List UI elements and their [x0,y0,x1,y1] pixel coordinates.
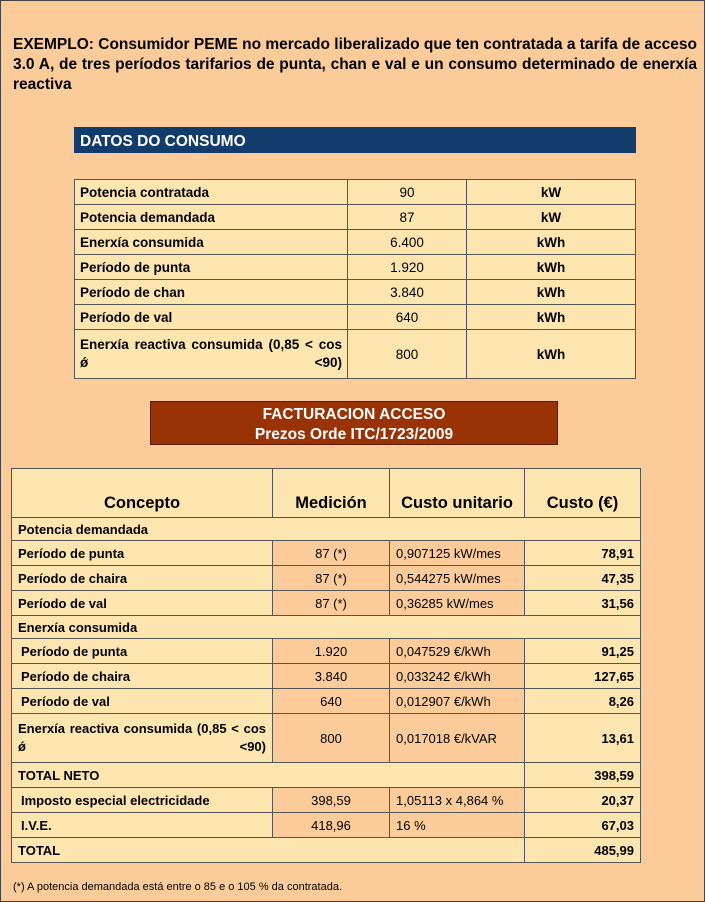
row-label: Enerxía reactiva consumida (0,85 < cos ǿ <90) [75,330,348,379]
table-row [75,230,636,255]
row-label: Enerxía consumida [75,230,348,255]
cell-custo: 127,65 [525,664,641,689]
cell-unitario: 0,017018 €/kVAR [390,714,525,763]
cell-concepto: Período de punta [12,639,273,664]
cell-custo: 13,61 [525,714,641,763]
group-label: Enerxía consumida [12,616,641,639]
cell-medicion: 418,96 [273,813,390,838]
table-row [12,664,641,689]
row-unit: kW [467,205,636,230]
total-neto-value: 398,59 [525,763,641,788]
row-label: Período de chan [75,280,348,305]
table-row [75,205,636,230]
cell-unitario: 0,012907 €/kWh [390,689,525,714]
cell-unitario: 0,544275 kW/mes [390,566,525,591]
cell-concepto: Período de punta [12,541,273,566]
cell-concepto: Enerxía reactiva consumida (0,85 < cos ǿ <90) [12,714,273,763]
cell-custo: 31,56 [525,591,641,616]
row-value: 3.840 [348,280,467,305]
row-value: 90 [348,180,467,205]
cell-unitario: 0,907125 kW/mes [390,541,525,566]
cell-concepto: Período de val [12,591,273,616]
cell-unitario: 0,36285 kW/mes [390,591,525,616]
row-value: 800 [348,330,467,379]
row-label: Período de punta [75,255,348,280]
datos-title: DATOS DO CONSUMO [74,127,636,153]
group-row-enerxia [12,616,641,639]
footnote: (*) A potencia demandada está entre o 85 e o 105 % da contratada. [13,881,343,893]
row-value: 6.400 [348,230,467,255]
row-value: 87 [348,205,467,230]
group-label: Potencia demandada [12,518,641,541]
table-row [12,639,641,664]
cell-medicion: 800 [273,714,390,763]
cell-custo: 78,91 [525,541,641,566]
group-row-potencia [12,518,641,541]
table-row [75,280,636,305]
row-unit: kWh [467,255,636,280]
cell-custo: 47,35 [525,566,641,591]
table-row [12,788,641,813]
table-row [12,541,641,566]
cell-unitario: 0,033242 €/kWh [390,664,525,689]
table-row [12,714,641,763]
table-header-row [12,469,641,518]
cell-concepto: Período de val [12,689,273,714]
header-custo-unitario: Custo unitario [390,469,525,518]
cell-medicion: 398,59 [273,788,390,813]
table-row [12,813,641,838]
table-row [75,305,636,330]
facturacion-table [11,468,641,863]
total-row [12,838,641,863]
total-label: TOTAL [12,838,525,863]
table-row [75,255,636,280]
datos-table [74,179,636,379]
header-custo: Custo (€) [525,469,641,518]
facturacion-subtitle: Prezos Orde ITC/1723/2009 [254,426,454,443]
total-neto-row [12,763,641,788]
row-label: Período de val [75,305,348,330]
row-value: 640 [348,305,467,330]
cell-custo: 8,26 [525,689,641,714]
total-neto-label: TOTAL NETO [12,763,525,788]
cell-custo: 91,25 [525,639,641,664]
cell-medicion: 1.920 [273,639,390,664]
cell-medicion: 87 (*) [273,541,390,566]
header-medicion: Medición [273,469,390,518]
row-label: Potencia demandada [75,205,348,230]
row-unit: kWh [467,330,636,379]
cell-unitario: 1,05113 x 4,864 % [390,788,525,813]
row-label: Potencia contratada [75,180,348,205]
cell-custo: 20,37 [525,788,641,813]
row-value: 1.920 [348,255,467,280]
table-row [12,591,641,616]
cell-concepto: Período de chaira [12,664,273,689]
cell-unitario: 16 % [390,813,525,838]
cell-concepto: Período de chaira [12,566,273,591]
total-value: 485,99 [525,838,641,863]
header-concepto: Concepto [12,469,273,518]
row-unit: kWh [467,305,636,330]
row-unit: kW [467,180,636,205]
row-unit: kWh [467,280,636,305]
table-row [12,566,641,591]
row-unit: kWh [467,230,636,255]
table-row [75,330,636,379]
cell-custo: 67,03 [525,813,641,838]
intro-paragraph: EXEMPLO: Consumidor PEME no mercado liberalizado que ten contratada a tarifa de acceso 3.0 A, de tres períodos tarifarios de punta, chan e val e un consumo determinado de enerxía reactiva [13,36,697,93]
facturacion-title: FACTURACION ACCESO [262,406,446,423]
cell-medicion: 640 [273,689,390,714]
cell-unitario: 0,047529 €/kWh [390,639,525,664]
cell-concepto: Imposto especial electricidade [12,788,273,813]
cell-concepto: I.V.E. [12,813,273,838]
cell-medicion: 3.840 [273,664,390,689]
table-row [12,689,641,714]
facturacion-title-box [150,401,558,445]
table-row [75,180,636,205]
cell-medicion: 87 (*) [273,566,390,591]
cell-medicion: 87 (*) [273,591,390,616]
